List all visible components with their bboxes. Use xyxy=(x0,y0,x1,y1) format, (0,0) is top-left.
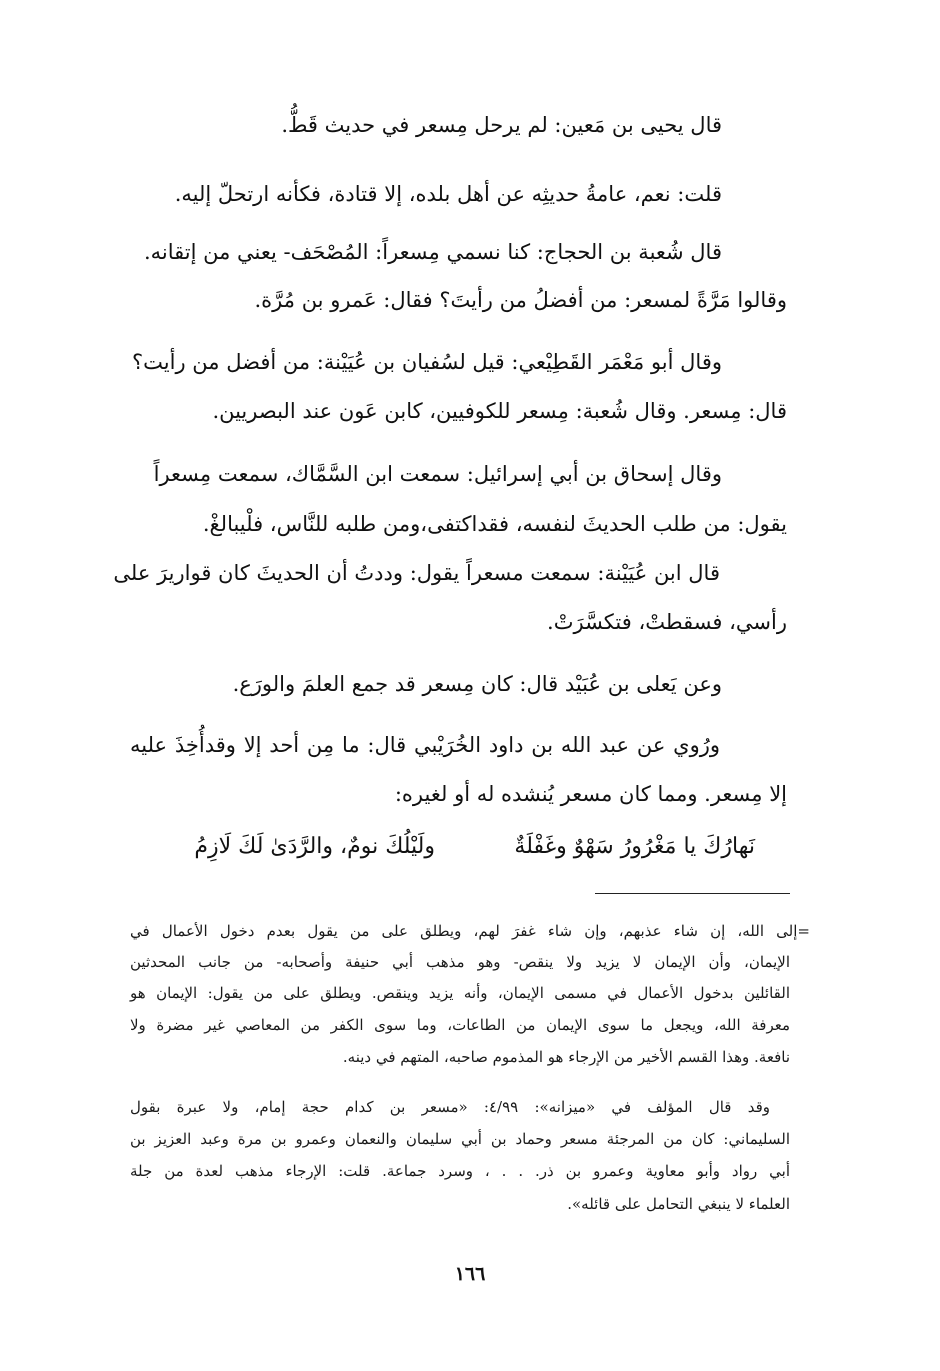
body-line-12: ورُوي عن عبد الله بن داود الخُرَيْبي قال: ما مِن أحد إلا وقدأُخِذَ عليه xyxy=(130,733,720,757)
body-line-11: وعن يَعلى بن عُبَيْد قال: كان مِسعر قد جمع العلمَ والورَع. xyxy=(232,672,722,696)
body-line-7: وقال إسحاق بن أبي إسرائيل: سمعت ابن السَّمَّاك، سمعت مِسعراً xyxy=(153,462,722,486)
footnote-line-1: =إلى الله، إن شاء عذبهم، وإن شاء غفرَ لهم، ويطلق على من يقول بعدم دخول الأعمال في xyxy=(130,922,810,940)
footnote-line-4: معرفة الله، ويجعل ما سوى الإيمان من الطاعات، وما سوى الكفر من المعاصي غير مضرة ولا xyxy=(130,1016,790,1034)
footnote-line-9: العلماء لا ينبغي التحامل على قائله». xyxy=(567,1195,790,1213)
body-line-9: قال ابن عُيَيْنة: سمعت مسعراً يقول: وددتُ أن الحديثَ كان قواريرَ على xyxy=(113,561,720,585)
body-line-6: قال: مِسعر. وقال شُعبة: مِسعر للكوفيين، كابن عَون عند البصريين. xyxy=(212,399,787,423)
footnote-line-3: القائلين بدخول الأعمال في مسمى الإيمان، وأنه يزيد وينقص. ويطلق على من يقول: الإيمان هو xyxy=(130,984,790,1002)
body-line-1: قال يحيى بن مَعين: لم يرحل مِسعر في حديث قَطُّ. xyxy=(281,113,722,137)
body-line-13: إلا مِسعر. ومما كان مسعر يُنشده له أو لغيره: xyxy=(394,782,787,806)
footnote-separator xyxy=(595,893,790,894)
body-line-10: رأسي، فسقطتْ، فتكسَّرَتْ. xyxy=(547,610,787,634)
footnote-line-2: الإيمان، وأن الإيمان لا يزيد ولا ينقص- وهو مذهب أبي حنيفة وأصحابه- من جانب المحدثين xyxy=(130,953,790,971)
body-line-3: قال شُعبة بن الحجاج: كنا نسمي مِسعراً: المُصْحَف- يعني من إتقانه. xyxy=(143,240,722,264)
body-line-5: وقال أبو مَعْمَر القَطِيْعي: قيل لسُفيان بن عُيَيْنة: من أفضل من رأيت؟ xyxy=(132,350,722,374)
page-number: ١٦٦ xyxy=(454,1263,486,1285)
verse-first-half: نَهارُكَ يا مَغْرُورُ سَهْوٌ وغَفْلَةٌ xyxy=(514,834,755,859)
footnote-line-7: السليماني: كان من المرجئة مسعر وحماد بن أبي سليمان والنعمان وعمرو بن مرة وعبد العزيز بن xyxy=(130,1130,790,1148)
body-line-4: وقالوا مَرَّةً لمسعر: من أفضلُ من رأيتَ؟ فقال: عَمرو بن مُرَّة. xyxy=(254,288,787,312)
footnote-line-5: نافعة. وهذا القسم الأخير من الإرجاء هو المذموم صاحبه، المتهم في دينه. xyxy=(342,1048,790,1066)
footnote-line-8: أبي رواد وأبو معاوية وعمرو بن ذر. . . ، وسرد جماعة. قلت: الإرجاء مذهب لعدة من جلة xyxy=(130,1162,790,1180)
body-line-2: قلت: نعم، عامةُ حديثِه عن أهل بلده، إلا قتادة، فكأنه ارتحلّ إليه. xyxy=(174,182,722,206)
verse-second-half: ولَيْلُكَ نومٌ، والرَّدَىٰ لَكَ لَازِمُ xyxy=(194,834,435,859)
footnote-line-6: وقد قال المؤلف في «ميزانه»: ٤/٩٩: «مسعر بن كدام حجة إمام، ولا عبرة بقول xyxy=(130,1098,771,1116)
body-line-8: يقول: من طلب الحديثَ لنفسه، فقداكتفى،ومن طلبه للنَّاس، فلْيبالغْ. xyxy=(202,512,787,536)
